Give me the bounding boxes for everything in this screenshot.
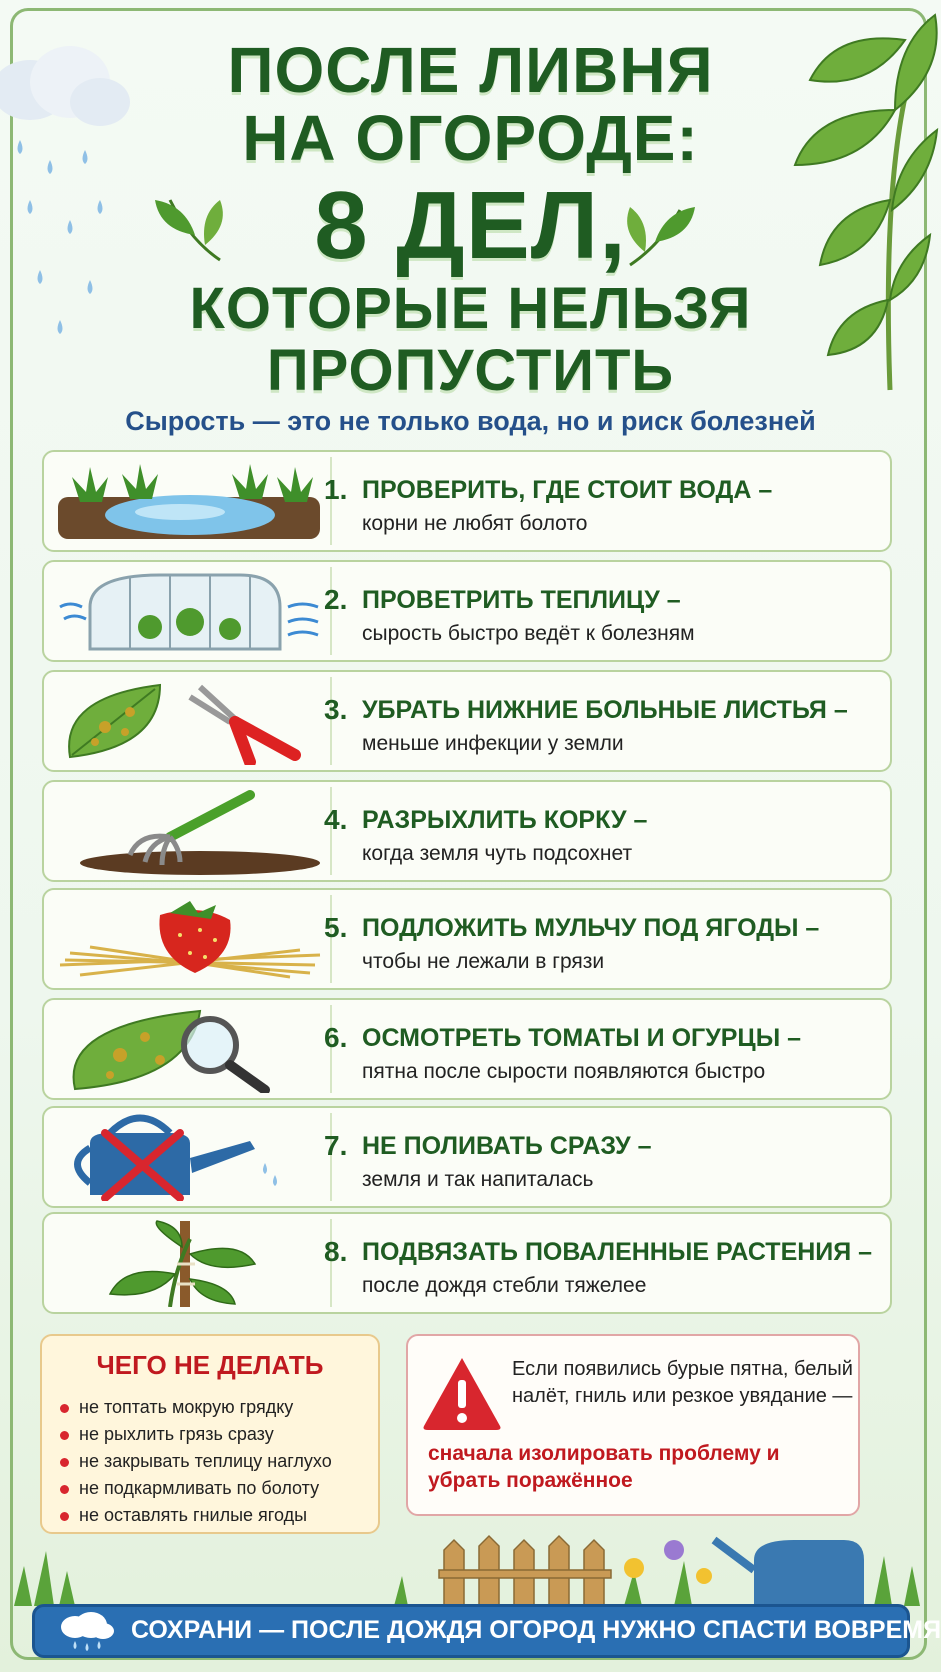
pruner-leaf-icon [50, 677, 332, 765]
list-item [42, 1212, 892, 1314]
bullet-icon [60, 1458, 69, 1467]
item-number: 1. [324, 474, 348, 505]
item-number: 6. [324, 1022, 348, 1053]
list-item: не топтать мокрую грядку [60, 1394, 332, 1421]
plant-stake-icon [50, 1219, 332, 1307]
rake-icon [50, 787, 332, 875]
item-title: НЕ ПОЛИВАТЬ СРАЗУ – [362, 1132, 652, 1160]
footer-banner [32, 1604, 941, 1658]
item-description: пятна после сырости появляются быстро [362, 1060, 766, 1083]
list-item [42, 450, 892, 552]
list-item: не рыхлить грязь сразу [60, 1421, 332, 1448]
bullet-icon [60, 1404, 69, 1413]
list-item: не подкармливать по болоту [60, 1475, 332, 1502]
item-description: земля и так напиталась [362, 1168, 594, 1191]
item-number: 7. [324, 1130, 348, 1161]
item-title: ПОДВЯЗАТЬ ПОВАЛЕННЫЕ РАСТЕНИЯ – [362, 1238, 873, 1266]
item-title: ПОДЛОЖИТЬ МУЛЬЧУ ПОД ЯГОДЫ – [362, 914, 820, 942]
title-line-4: КОТОРЫЕ НЕЛЬЗЯ [189, 276, 752, 341]
item-number: 5. [324, 912, 348, 943]
item-number: 4. [324, 804, 348, 835]
item-title: ПРОВЕТРИТЬ ТЕПЛИЦУ – [362, 586, 681, 614]
garden-decoration-icon [14, 1520, 926, 1606]
bullet-icon [60, 1431, 69, 1440]
item-description: после дождя стебли тяжелее [362, 1274, 647, 1297]
item-title: ПРОВЕРИТЬ, ГДЕ СТОИТ ВОДА – [362, 476, 773, 504]
alert-action: сначала изолировать проблему и убрать поражённое [428, 1442, 780, 1492]
item-number: 3. [324, 694, 348, 725]
list-item: не закрывать теплицу наглухо [60, 1448, 332, 1475]
list-item [42, 1106, 892, 1208]
bullet-icon [60, 1485, 69, 1494]
magnifier-leaf-icon [50, 1005, 332, 1093]
title-line-5: ПРОПУСТИТЬ [266, 338, 675, 403]
item-description: когда земля чуть подсохнет [362, 842, 633, 865]
dont-do-box [40, 1334, 380, 1534]
item-title: УБРАТЬ НИЖНИЕ БОЛЬНЫЕ ЛИСТЬЯ – [362, 696, 848, 724]
item-title: РАЗРЫХЛИТЬ КОРКУ – [362, 806, 648, 834]
list-item [42, 670, 892, 772]
dont-do-title: ЧЕГО НЕ ДЕЛАТЬ [96, 1350, 324, 1380]
title-line-3: 8 ДЕЛ, [314, 172, 627, 279]
item-description: чтобы не лежали в грязи [362, 950, 605, 973]
item-number: 8. [324, 1236, 348, 1267]
list-item [42, 560, 892, 662]
list-item [42, 888, 892, 990]
watering-can-crossed-icon [50, 1113, 332, 1201]
list-item: не оставлять гнилые ягоды [60, 1502, 332, 1529]
alert-box [406, 1334, 860, 1516]
puddle-icon [50, 457, 332, 545]
subtitle: Сырость — это не только вода, но и риск болезней [125, 406, 816, 436]
alert-text: Если появились бурые пятна, белый налёт, гниль или резкое увядание — [512, 1358, 853, 1407]
list-item [42, 998, 892, 1100]
title-line-1: ПОСЛЕ ЛИВНЯ [227, 34, 714, 106]
warning-triangle-icon [420, 1354, 504, 1432]
item-description: сырость быстро ведёт к болезням [362, 622, 695, 645]
item-number: 2. [324, 584, 348, 615]
greenhouse-icon [50, 567, 332, 655]
rain-cloud-icon [53, 1611, 117, 1653]
strawberry-icon [50, 895, 332, 983]
dont-do-list [60, 1394, 332, 1529]
list-item [42, 780, 892, 882]
item-title: ОСМОТРЕТЬ ТОМАТЫ И ОГУРЦЫ – [362, 1024, 802, 1052]
item-description: корни не любят болото [362, 512, 588, 535]
footer-text: СОХРАНИ — ПОСЛЕ ДОЖДЯ ОГОРОД НУЖНО СПАСТИ ВОВРЕМЯ [131, 1616, 941, 1644]
title-line-2: НА ОГОРОДЕ: [242, 102, 699, 174]
item-description: меньше инфекции у земли [362, 732, 624, 755]
